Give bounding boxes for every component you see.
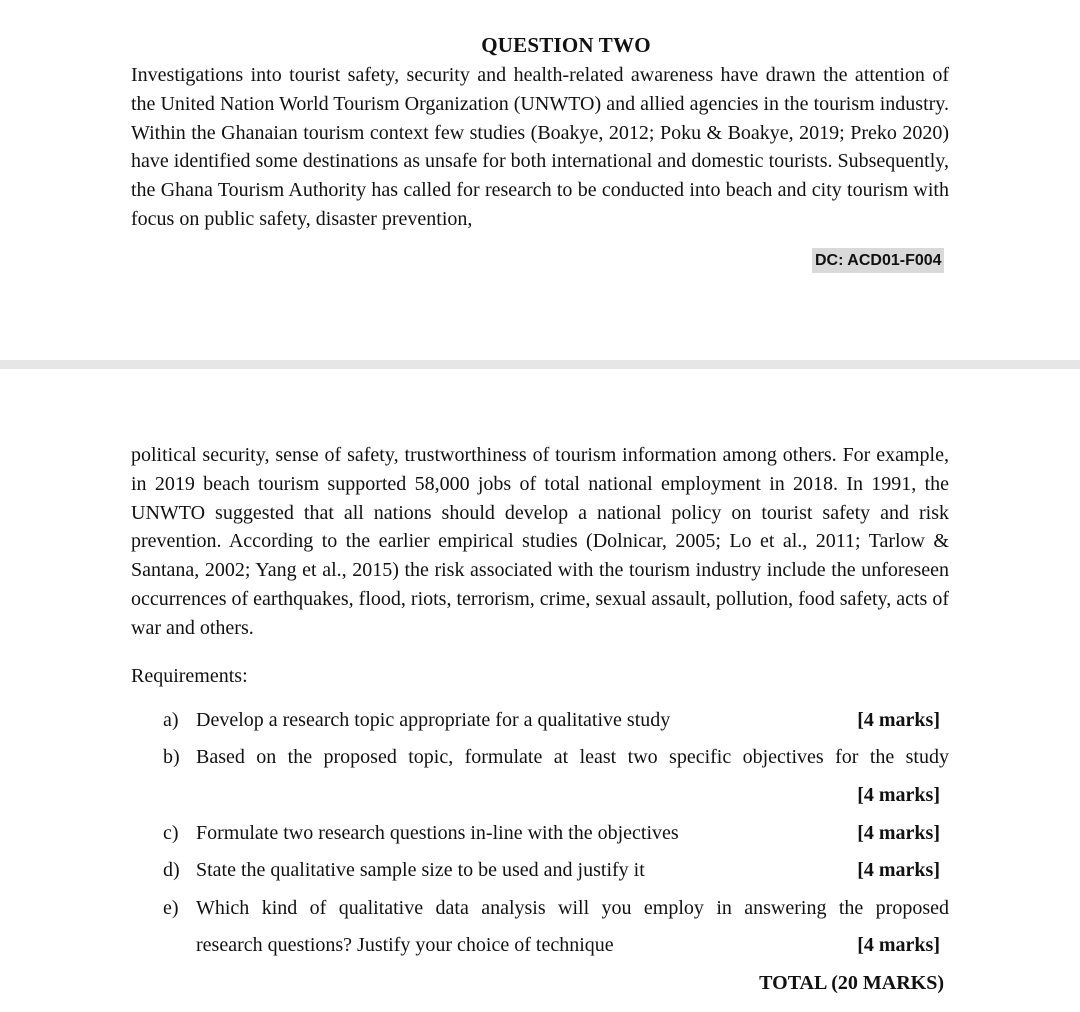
requirement-marks: [4 marks] bbox=[857, 784, 940, 806]
requirement-marks: [4 marks] bbox=[857, 709, 940, 731]
requirement-text: Formulate two research questions in-line with the objectives bbox=[196, 822, 679, 844]
requirement-text: Which kind of qualitative data analysis will you employ in answering the proposed bbox=[196, 897, 949, 919]
page-separator bbox=[0, 360, 1080, 369]
requirement-text-continued: research questions? Justify your choice of technique bbox=[196, 934, 614, 956]
requirement-text: State the qualitative sample size to be used and justify it bbox=[196, 859, 645, 881]
requirement-marks: [4 marks] bbox=[857, 822, 940, 844]
requirement-text: Develop a research topic appropriate for a qualitative study bbox=[196, 709, 671, 731]
requirement-letter: a) bbox=[163, 709, 179, 731]
intro-paragraph: Investigations into tourist safety, security and health-related awareness have drawn the attention of the United Nation World Tourism Organization (UNWTO) and allied agencies in the tourism industry. Within the Ghanaian tourism context few studies (Boakye, 2012; Poku & Boakye, 2019; Preko 2020) have identified some destinations as unsafe for both international and domestic tourists. Subsequently, the Ghana Tourism Authority has called for research to be conducted into beach and city tourism with focus on public safety, disaster prevention, bbox=[131, 64, 949, 230]
page-bottom bbox=[0, 369, 1080, 1012]
requirement-marks: [4 marks] bbox=[857, 859, 940, 881]
total-marks: TOTAL (20 MARKS) bbox=[759, 972, 944, 994]
continuation-paragraph: political security, sense of safety, trustworthiness of tourism information among others. For example, in 2019 beach tourism supported 58,000 jobs of total national employment in 2018. In 1991, the UNWTO suggested that all nations should develop a national policy on tourist safety and risk prevention. According to the earlier empirical studies (Dolnicar, 2005; Lo et al., 2011; Tarlow & Santana, 2002; Yang et al., 2015) the risk associated with the tourism industry include the unforeseen occurrences of earthquakes, flood, riots, terrorism, crime, sexual assault, pollution, food safety, acts of war and others. bbox=[131, 444, 949, 639]
requirement-text: Based on the proposed topic, formulate at least two specific objectives for the study bbox=[196, 746, 949, 768]
requirement-marks: [4 marks] bbox=[857, 934, 940, 956]
document-code-label: DC: ACD01-F004 bbox=[812, 248, 944, 273]
requirements-heading: Requirements: bbox=[131, 665, 248, 687]
page-top bbox=[0, 0, 1080, 360]
requirements-list bbox=[0, 369, 1080, 1012]
requirement-letter: d) bbox=[163, 859, 180, 881]
requirement-letter: e) bbox=[163, 897, 179, 919]
requirement-letter: c) bbox=[163, 822, 179, 844]
requirement-letter: b) bbox=[163, 746, 180, 768]
question-title: QUESTION TWO bbox=[481, 33, 651, 57]
